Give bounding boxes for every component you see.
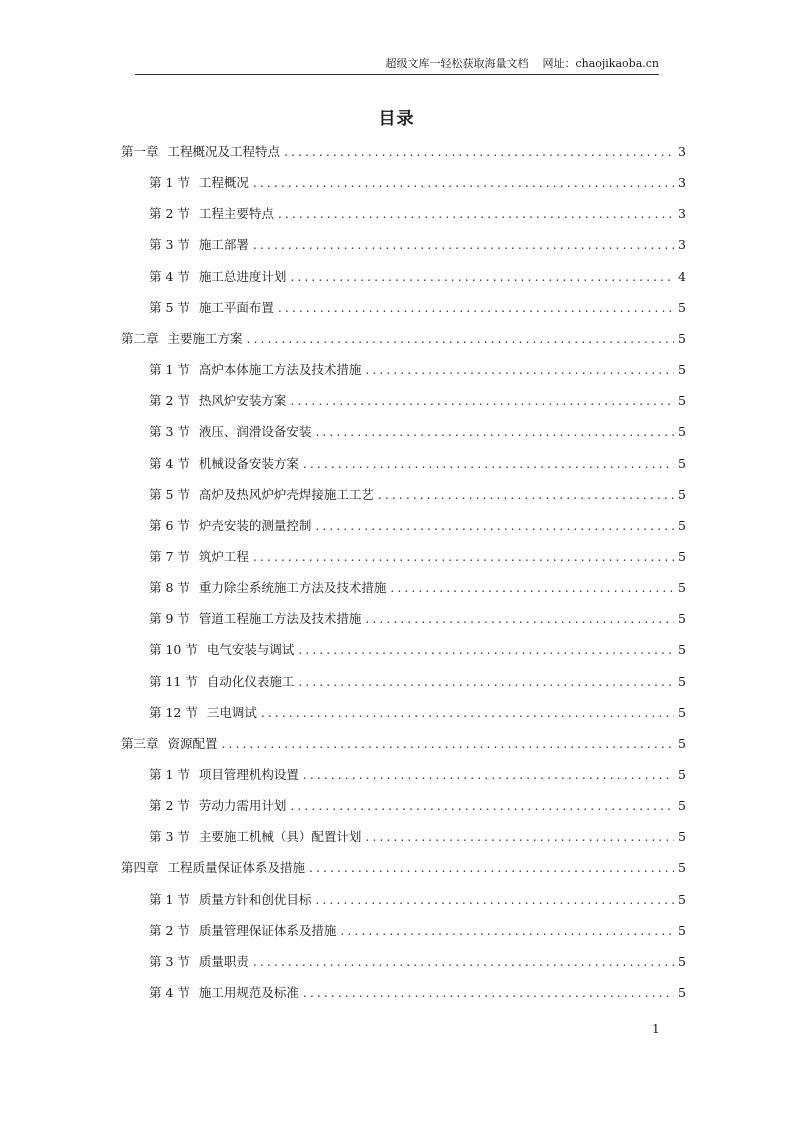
toc-entry-number: 第 8 节 [149,580,190,596]
toc-section-entry[interactable] [149,797,686,815]
toc-entry-title: 劳动力需用计划 [198,798,287,814]
header-site-name: 超级文库一轻松获取海量文档 [385,57,529,70]
toc-section-entry[interactable] [149,423,686,441]
toc-entry-number: 第 3 节 [149,829,190,845]
toc-dot-leader [315,891,674,909]
toc-entry-number: 第一章 [121,144,159,159]
toc-entry-page: 5 [678,517,686,533]
toc-entry-page: 5 [678,704,686,720]
toc-entry-number: 第三章 [121,735,159,751]
toc-entry-number: 第四章 [121,860,159,876]
toc-section-entry[interactable] [149,236,686,254]
toc-section-entry[interactable] [149,641,686,659]
toc-chapter-entry[interactable] [121,735,686,753]
toc-entry-number: 第 3 节 [149,424,190,440]
toc-dot-leader [278,205,674,223]
toc-dot-leader [290,797,674,815]
toc-entry-page: 5 [678,860,686,876]
toc-dot-leader [261,704,674,722]
toc-entry-page: 5 [678,673,686,689]
toc-entry-number: 第 3 节 [149,953,190,969]
toc-dot-leader [278,299,674,317]
toc-entry-title: 资源配置 [167,735,218,751]
toc-section-entry[interactable] [149,828,686,846]
toc-entry-title: 质量职责 [198,953,249,969]
toc-section-entry[interactable] [149,579,686,597]
toc-entry-number: 第二章 [121,330,159,346]
toc-entry-number: 第 4 节 [149,268,190,284]
toc-entry-title: 热风炉安装方案 [198,393,287,409]
toc-entry-page: 5 [678,611,686,627]
toc-chapter-entry[interactable] [121,859,686,877]
toc-dot-leader [315,517,674,535]
toc-dot-leader [315,423,674,441]
toc-entry-number: 第 1 节 [149,362,190,377]
toc-title: 目录 [378,109,415,129]
toc-entry-number: 第 11 节 [149,673,198,689]
toc-section-entry[interactable] [149,268,686,286]
toc-chapter-entry[interactable] [121,143,686,161]
toc-section-entry[interactable] [149,392,686,410]
toc-dot-leader [298,673,674,691]
toc-entry-page: 5 [678,735,686,751]
toc-section-entry[interactable] [149,766,686,784]
toc-entry-page: 5 [678,891,686,907]
toc-entry-page: 5 [678,580,686,596]
toc-entry-title: 工程概况及工程特点 [167,144,281,159]
toc-entry-title: 项目管理机构设置 [198,767,299,782]
toc-entry-title: 三电调试 [206,704,257,720]
toc-dot-leader [390,579,674,597]
toc-dot-leader [303,984,674,1002]
toc-entry-number: 第 10 节 [149,642,198,658]
toc-dot-leader [365,361,674,379]
toc-section-entry[interactable] [149,891,686,909]
toc-dot-leader [253,953,674,971]
toc-section-entry[interactable] [149,361,686,379]
toc-entry-page: 5 [678,767,686,782]
toc-section-entry[interactable] [149,673,686,691]
toc-entry-title: 机械设备安装方案 [198,455,299,471]
toc-section-entry[interactable] [149,922,686,940]
toc-entry-title: 自动化仪表施工 [206,673,295,689]
toc-entry-number: 第 9 节 [149,611,190,627]
toc-entry-number: 第 12 节 [149,704,198,720]
toc-entry-title: 施工用规范及标准 [198,985,299,1000]
toc-entry-page: 5 [678,829,686,845]
toc-entry-title: 重力除尘系统施工方法及技术措施 [198,580,387,596]
toc-entry-page: 5 [678,922,686,938]
toc-dot-leader [284,143,674,161]
toc-entry-title: 施工总进度计划 [198,268,287,284]
toc-dot-leader [309,859,674,877]
toc-section-entry[interactable] [149,704,686,722]
toc-entry-number: 第 2 节 [149,922,190,938]
toc-section-entry[interactable] [149,548,686,566]
toc-entry-title: 工程概况 [198,175,249,191]
toc-section-entry[interactable] [149,610,686,628]
toc-section-entry[interactable] [149,517,686,535]
toc-entry-title: 主要施工机械（具）配置计划 [198,829,362,845]
toc-entry-page: 5 [678,549,686,564]
toc-section-entry[interactable] [149,953,686,971]
toc-dot-leader [298,641,674,659]
toc-entry-number: 第 4 节 [149,985,190,1000]
toc-entry-page: 5 [678,642,686,658]
toc-dot-leader [303,766,674,784]
toc-dot-leader [378,486,674,504]
toc-entry-page: 5 [678,362,686,377]
toc-entry-number: 第 4 节 [149,455,190,471]
toc-section-entry[interactable] [149,299,686,317]
toc-entry-number: 第 5 节 [149,299,190,315]
toc-entry-page: 5 [678,486,686,502]
toc-entry-page: 5 [678,455,686,471]
header-site-url[interactable]: 网址：chaojikaoba.cn [542,57,659,70]
toc-dot-leader [340,922,674,940]
toc-section-entry[interactable] [149,984,686,1002]
toc-entry-page: 3 [678,206,686,222]
toc-entry-title: 液压、润滑设备安装 [198,424,312,440]
toc-entry-page: 5 [678,953,686,969]
toc-dot-leader [247,330,675,348]
toc-entry-title: 高炉本体施工方法及技术措施 [198,362,362,377]
toc-dot-leader [253,236,674,254]
toc-entry-title: 筑炉工程 [198,549,249,564]
toc-entry-page: 3 [678,237,686,253]
toc-entry-title: 质量管理保证体系及措施 [198,922,337,938]
toc-entry-number: 第 2 节 [149,393,190,409]
toc-entry-page: 5 [678,424,686,440]
toc-entry-title: 工程主要特点 [198,206,274,222]
toc-section-entry[interactable] [149,205,686,223]
toc-entry-title: 主要施工方案 [167,330,243,346]
toc-dot-leader [222,735,675,753]
toc-chapter-entry[interactable] [121,330,686,348]
toc-entry-page: 3 [678,175,686,191]
toc-entry-title: 质量方针和创优目标 [198,891,312,907]
toc-entry-number: 第 2 节 [149,206,190,222]
toc-entry-number: 第 3 节 [149,237,190,253]
toc-entry-page: 5 [678,798,686,814]
toc-dot-leader [253,548,674,566]
toc-entry-page: 5 [678,299,686,315]
toc-section-entry[interactable] [149,455,686,473]
toc-entry-title: 电气安装与调试 [206,642,295,658]
page-number: 1 [652,1022,660,1036]
toc-entry-page: 4 [678,268,686,284]
toc-entry-number: 第 1 节 [149,891,190,907]
toc-section-entry[interactable] [149,486,686,504]
toc-entry-title: 工程质量保证体系及措施 [167,860,306,876]
toc-entry-number: 第 6 节 [149,517,190,533]
toc-entry-number: 第 1 节 [149,767,190,782]
toc-entry-page: 5 [678,393,686,409]
toc-entry-number: 第 2 节 [149,798,190,814]
toc-entry-number: 第 7 节 [149,549,190,564]
toc-entry-title: 施工平面布置 [198,299,274,315]
toc-dot-leader [290,268,674,286]
toc-entry-page: 5 [678,985,686,1000]
toc-dot-leader [365,610,674,628]
toc-entry-title: 管道工程施工方法及技术措施 [198,611,362,627]
toc-entry-title: 炉壳安装的测量控制 [198,517,312,533]
toc-entry-page: 3 [678,144,686,159]
toc-entry-title: 高炉及热风炉炉壳焊接施工工艺 [198,486,374,502]
toc-dot-leader [365,828,674,846]
toc-entry-number: 第 1 节 [149,175,190,191]
toc-entry-page: 5 [678,330,686,346]
toc-entry-number: 第 5 节 [149,486,190,502]
toc-dot-leader [253,174,674,192]
toc-dot-leader [290,392,674,410]
toc-section-entry[interactable] [149,174,686,192]
toc-dot-leader [303,455,674,473]
toc-entry-title: 施工部署 [198,237,249,253]
